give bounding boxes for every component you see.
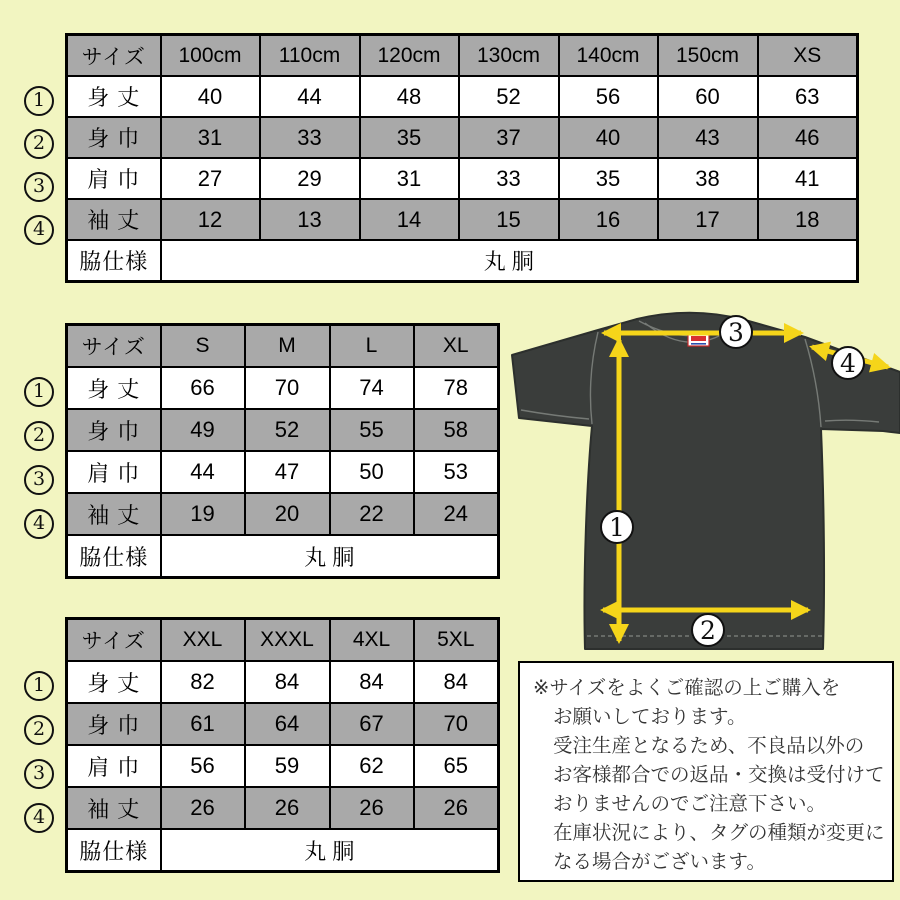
notice-line: お願いしております。 [553,706,747,728]
side-spec-value: 丸 胴 [161,829,499,872]
cell: 46 [758,117,858,158]
cell: 17 [658,199,758,240]
col-header: S [161,325,245,368]
size-table-adult [65,323,500,579]
row-label-side-spec: 脇仕様 [67,535,161,578]
cell: 84 [245,661,330,703]
cell: 40 [161,76,260,117]
size-table-kids [65,33,859,283]
cell: 22 [330,493,414,535]
cell: 24 [414,493,499,535]
row-marker-2: 2 [24,421,54,451]
row-marker-1: 1 [24,86,54,116]
row-label-body-length: 身 丈 [67,367,161,409]
cell: 70 [245,367,330,409]
cell: 52 [459,76,559,117]
cell: 33 [260,117,360,158]
col-header: 110cm [260,35,360,77]
col-header: 130cm [459,35,559,77]
cell: 27 [161,158,260,199]
cell: 26 [245,787,330,829]
cell: 64 [245,703,330,745]
col-header: XXXL [245,619,330,662]
tshirt-diagram-svg [495,300,900,670]
cell: 59 [245,745,330,787]
cell: 53 [414,451,499,493]
row-marker-4: 4 [24,215,54,245]
notice-line: なる場合がございます。 [553,851,766,873]
row-marker-1: 1 [24,377,54,407]
cell: 26 [414,787,499,829]
cell: 44 [260,76,360,117]
cell: 31 [161,117,260,158]
cell: 40 [559,117,658,158]
cell: 43 [658,117,758,158]
row-label-side-spec: 脇仕様 [67,829,161,872]
notice-line: おりませんのでご注意下さい。 [553,793,827,815]
cell: 26 [161,787,245,829]
tshirt-measure-diagram [495,300,900,670]
cell: 61 [161,703,245,745]
row-marker-3: 3 [24,759,54,789]
notice-line: ※サイズをよくご確認の上ご購入を [533,677,841,699]
cell: 67 [330,703,414,745]
cell: 26 [330,787,414,829]
col-header: 100cm [161,35,260,77]
notice-line: お客様都合での返品・交換は受付けて [553,764,885,786]
row-label-sleeve-length: 袖 丈 [67,787,161,829]
col-header: 4XL [330,619,414,662]
side-spec-value: 丸 胴 [161,240,858,282]
callout-number-1: 1 [609,513,625,542]
cell: 12 [161,199,260,240]
cell: 74 [330,367,414,409]
col-header: M [245,325,330,368]
cell: 65 [414,745,499,787]
cell: 49 [161,409,245,451]
col-header: L [330,325,414,368]
cell: 70 [414,703,499,745]
size-header-cell: サイズ [67,325,161,368]
cell: 44 [161,451,245,493]
row-label-shoulder-width: 肩 巾 [67,745,161,787]
cell: 56 [161,745,245,787]
col-header: XL [414,325,499,368]
cell: 35 [559,158,658,199]
cell: 20 [245,493,330,535]
callout-number-3: 3 [728,318,744,347]
row-marker-2: 2 [24,129,54,159]
col-header: XXL [161,619,245,662]
row-label-shoulder-width: 肩 巾 [67,158,161,199]
row-label-body-width: 身 巾 [67,117,161,158]
cell: 16 [559,199,658,240]
row-marker-4: 4 [24,509,54,539]
cell: 13 [260,199,360,240]
callout-number-2: 2 [700,616,716,645]
purchase-notice-box [518,661,894,882]
cell: 52 [245,409,330,451]
cell: 62 [330,745,414,787]
cell: 60 [658,76,758,117]
cell: 82 [161,661,245,703]
cell: 18 [758,199,858,240]
row-label-sleeve-length: 袖 丈 [67,199,161,240]
row-label-side-spec: 脇仕様 [67,240,161,282]
cell: 14 [360,199,459,240]
col-header: 5XL [414,619,499,662]
size-header-cell: サイズ [67,35,161,77]
side-spec-value: 丸 胴 [161,535,499,578]
cell: 78 [414,367,499,409]
size-table-big [65,617,500,873]
col-header: 120cm [360,35,459,77]
cell: 19 [161,493,245,535]
cell: 48 [360,76,459,117]
row-marker-2: 2 [24,715,54,745]
cell: 47 [245,451,330,493]
row-label-shoulder-width: 肩 巾 [67,451,161,493]
cell: 38 [658,158,758,199]
cell: 15 [459,199,559,240]
cell: 66 [161,367,245,409]
row-marker-1: 1 [24,671,54,701]
cell: 55 [330,409,414,451]
cell: 58 [414,409,499,451]
row-label-sleeve-length: 袖 丈 [67,493,161,535]
cell: 29 [260,158,360,199]
row-label-body-length: 身 丈 [67,661,161,703]
notice-line: 在庫状況により、タグの種類が変更に [553,822,885,844]
cell: 37 [459,117,559,158]
cell: 35 [360,117,459,158]
cell: 50 [330,451,414,493]
size-header-cell: サイズ [67,619,161,662]
row-marker-3: 3 [24,172,54,202]
row-marker-4: 4 [24,803,54,833]
cell: 41 [758,158,858,199]
col-header: 150cm [658,35,758,77]
cell: 31 [360,158,459,199]
cell: 84 [414,661,499,703]
col-header: XS [758,35,858,77]
cell: 63 [758,76,858,117]
cell: 33 [459,158,559,199]
row-label-body-width: 身 巾 [67,703,161,745]
callout-number-4: 4 [840,349,856,378]
row-marker-3: 3 [24,465,54,495]
cell: 56 [559,76,658,117]
notice-line: 受注生産となるため、不良品以外の [553,735,865,757]
row-label-body-length: 身 丈 [67,76,161,117]
col-header: 140cm [559,35,658,77]
cell: 84 [330,661,414,703]
row-label-body-width: 身 巾 [67,409,161,451]
